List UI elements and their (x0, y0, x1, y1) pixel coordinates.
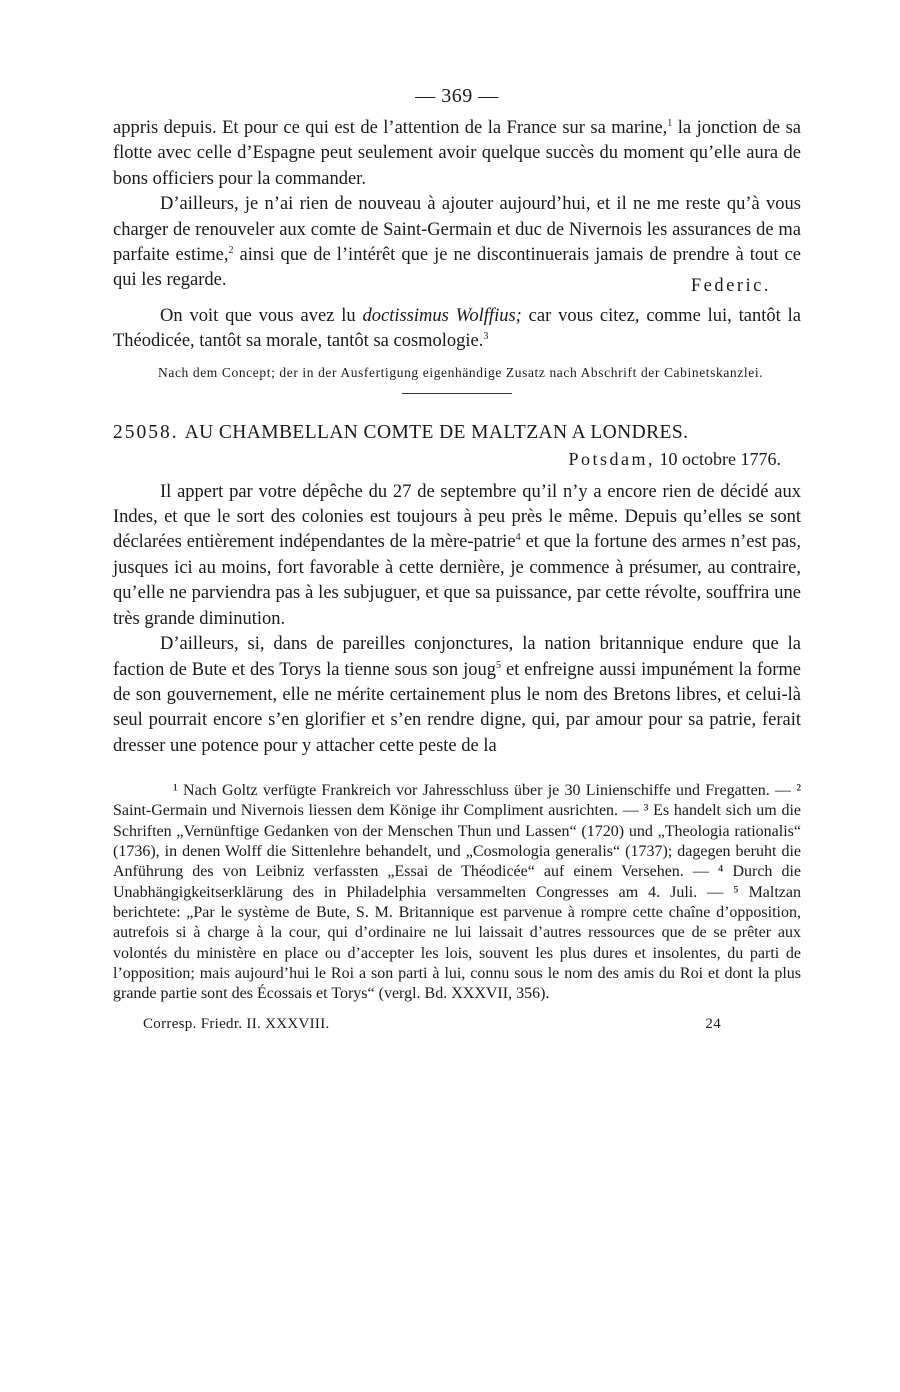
page-footer (113, 1016, 801, 1033)
paragraph-text: On voit que vous avez lu (160, 305, 363, 326)
footnotes (113, 781, 801, 1004)
source-note: Nach dem Concept; der in der Ausfertigung eigenhändige Zusatz nach Abschrift der Cabinetskanzlei. (158, 364, 764, 380)
footer-sheet-number: 24 (705, 1016, 721, 1033)
letter-number: 25058. (113, 421, 179, 443)
date-value: 10 octobre 1776. (659, 448, 781, 469)
letter-title: AU CHAMBELLAN COMTE DE MALTZAN A LONDRES. (184, 421, 689, 443)
italic-text: doctissimus Wolffius; (362, 305, 522, 326)
paragraph-text: car vous citez, comme lui, tantôt la Théodicée, tantôt sa morale, tantôt sa cosmologie. (113, 305, 801, 352)
document-page (113, 82, 801, 1033)
paragraph-text: et que la fortune des armes n’est pas, jusques ici au moins, fort favorable à cette dernière, je commence à présumer, au contraire, qu’elle ne parviendra pas à les subjuguer, et que sa puissance, par cette révolte, souffrira une très grande diminution. (113, 532, 801, 629)
footnote-ref: 3 (483, 331, 489, 343)
paragraph-text: ainsi que de l’intérêt que je ne discontinuerais jamais de prendre à tout ce qui les regarde. (113, 245, 801, 291)
page-number: — 369 — (415, 85, 499, 107)
paragraph-text: D’ailleurs, si, dans de pareilles conjonctures, la nation britannique endure que la faction de Bute et des Torys la tienne sous son joug (113, 634, 801, 680)
dateline (113, 446, 801, 472)
footnote-ref: 1 (667, 117, 673, 129)
paragraph-text: appris depuis. Et pour ce qui est de l’attention de la France sur sa marine, (113, 118, 668, 138)
paragraph (113, 480, 801, 632)
date-place: Potsdam, (568, 448, 656, 469)
signature: Federic. (690, 275, 771, 296)
paragraph-text: et enfreigne aussi impunément la forme de son gouvernement, elle ne mérite certainement plus le nom des Bretons libres, et celui-là seul pourrait encore s’en glorifier et s’en rendre digne, qui, par amour pour sa patrie, ferait dresser une potence pour y attacher cette peste de la (113, 659, 802, 756)
paragraph-continuation (113, 116, 801, 192)
paragraph-text: la jonction de sa flotte avec celle d’Espagne peut seulement avoir quelque succès du moment qu’elle aura de bons officiers pour la commander. (113, 118, 801, 189)
letter-heading (113, 420, 801, 446)
paragraph-text: D’ailleurs, je n’ai rien de nouveau à ajouter aujourd’hui, et il ne me reste qu’à vous charger de renouveler aux comte de Saint-Germain et duc de Nivernois les assurances de ma parfaite estime, (113, 194, 801, 266)
footnotes-text: ¹ Nach Goltz verfügte Frankreich vor Jahresschluss über je 30 Linienschiffe und Fregatten. — ² Saint-Germain und Nivernois liessen dem Könige ihr Compliment ausrichten. — ³ Es handelt sich um die Schriften „Vernünftige Gedanken von der Menschen Thun und Lassen“ (1720) und „Theologia rationalis“ (1736), in denen Wolff die Sittenlehre behandelt, und „Cosmologia generalis“ (1737); dagegen beruht die Anführung des von Leibniz verfassten „Essai de Théodicée“ auf einem Versehen. — ⁴ Durch die Unabhängigkeitserklärung des in Philadelphia versammelten Congresses am 4. Juli. — ⁵ Maltzan berichtete: „Par le système de Bute, S. M. Britannique est parvenue à rompre cette chaîne d’opposition, autrefois si à charge à la cour, qui d’ordinaire ne lui laissait d’autres ressources que de se prêter aux volontés du ministère en place ou d’accepter les lois, souvent les plus dures et insolentes, du parti de l’opposition; mais aujourd’hui le Roi a son parti à lui, connu sous le nom des amis du Roi et dont la plus grande partie sont des Écossais et Torys“ (vergl. Bd. XXXVII, 356). (113, 782, 801, 1003)
footnote-ref: 4 (515, 532, 521, 544)
footnote-ref: 2 (228, 244, 234, 256)
paragraph-postscript (113, 304, 801, 355)
footnote-ref: 5 (496, 659, 502, 671)
paragraph (113, 632, 801, 759)
section-divider (402, 393, 512, 394)
paragraph-text: Il appert par votre dépêche du 27 de septembre qu’il n’y a encore rien de décidé aux Indes, et que le sort des colonies est toujours à peu près le même. Depuis qu’elles se sont déclarées entièrement indépendantes de la mère-patrie (113, 481, 801, 553)
footer-signature-mark: Corresp. Friedr. II. XXXVIII. (143, 1016, 330, 1033)
